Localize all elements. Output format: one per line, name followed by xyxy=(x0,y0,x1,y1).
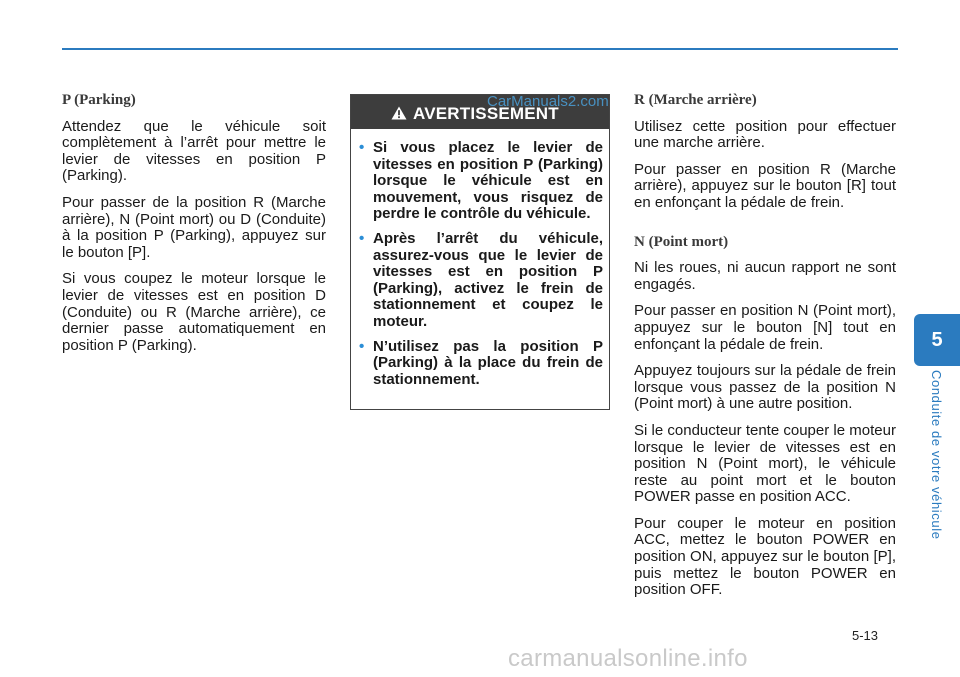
warning-item: • N’utilisez pas la position P (Parking) à la place du frein de stationnement. xyxy=(359,337,603,388)
right-column xyxy=(634,92,896,609)
warning-triangle-icon xyxy=(391,106,407,120)
paragraph: Pour passer de la position R (Marche arrière), N (Point mort) ou D (Conduite) à la position P (Parking), appuyez sur le bouton [P]. xyxy=(62,193,326,261)
paragraph: Pour passer en position R (Marche arrière), appuyez sur le bouton [R] tout en enfonçant la pédale de frein. xyxy=(634,160,896,211)
top-rule xyxy=(62,48,898,50)
watermark-bottom[interactable]: carmanualsonline.info xyxy=(508,645,748,672)
bullet-icon: • xyxy=(359,229,365,247)
heading-neutral: N (Point mort) xyxy=(634,233,729,250)
chapter-number: 5 xyxy=(931,329,943,351)
page-number: 5-13 xyxy=(852,628,879,643)
warning-box xyxy=(350,94,610,410)
paragraph: Utilisez cette position pour effectuer une marche arrière. xyxy=(634,117,896,152)
heading-reverse: R (Marche arrière) xyxy=(634,92,757,108)
paragraph: Appuyez toujours sur la pédale de frein lorsque vous passez de la position N (Point mort) à une autre position. xyxy=(634,362,896,413)
chapter-tab[interactable] xyxy=(914,314,960,366)
warning-item: • Si vous placez le levier de vitesses en position P (Parking) lorsque le véhicule est en mouvement, vous risquez de perdre le contrôle du véhicule. xyxy=(359,139,603,223)
bullet-icon: • xyxy=(359,337,365,355)
paragraph: Pour couper le moteur en position ACC, mettez le bouton POWER en position ON, appuyez sur le bouton [P], puis mettez le bouton POWER en position OFF. xyxy=(634,514,896,599)
left-column xyxy=(62,92,326,364)
paragraph: Ni les roues, ni aucun rapport ne sont engagés. xyxy=(634,259,896,293)
warning-list xyxy=(359,139,603,396)
paragraph: Si le conducteur tente couper le moteur lorsque le levier de vitesses est en position N (Point mort), le véhicule reste au point mort et le bouton POWER passe en position ACC. xyxy=(634,421,896,506)
paragraph: Pour passer en position N (Point mort), appuyez sur le bouton [N] tout en enfonçant la pédale de frein. xyxy=(634,302,896,353)
paragraph: Attendez que le véhicule soit complètement à l’arrêt pour mettre le levier de vitesses en position P (Parking). xyxy=(62,117,326,185)
watermark-top[interactable]: CarManuals2.com xyxy=(487,93,609,110)
warning-title: AVERTISSEMENT xyxy=(413,104,559,123)
paragraph: Si vous coupez le moteur lorsque le levier de vitesses est en position D (Conduite) ou R (Marche arrière), ce dernier passe automatiquement en position P (Parking). xyxy=(62,270,326,354)
heading-parking: P (Parking) xyxy=(62,92,136,108)
bullet-icon: • xyxy=(359,139,365,156)
warning-item: • Après l’arrêt du véhicule, assurez-vous que le levier de vitesses est en position P (Parking), activez le frein de stationnement et coupez le moteur. xyxy=(359,229,603,330)
